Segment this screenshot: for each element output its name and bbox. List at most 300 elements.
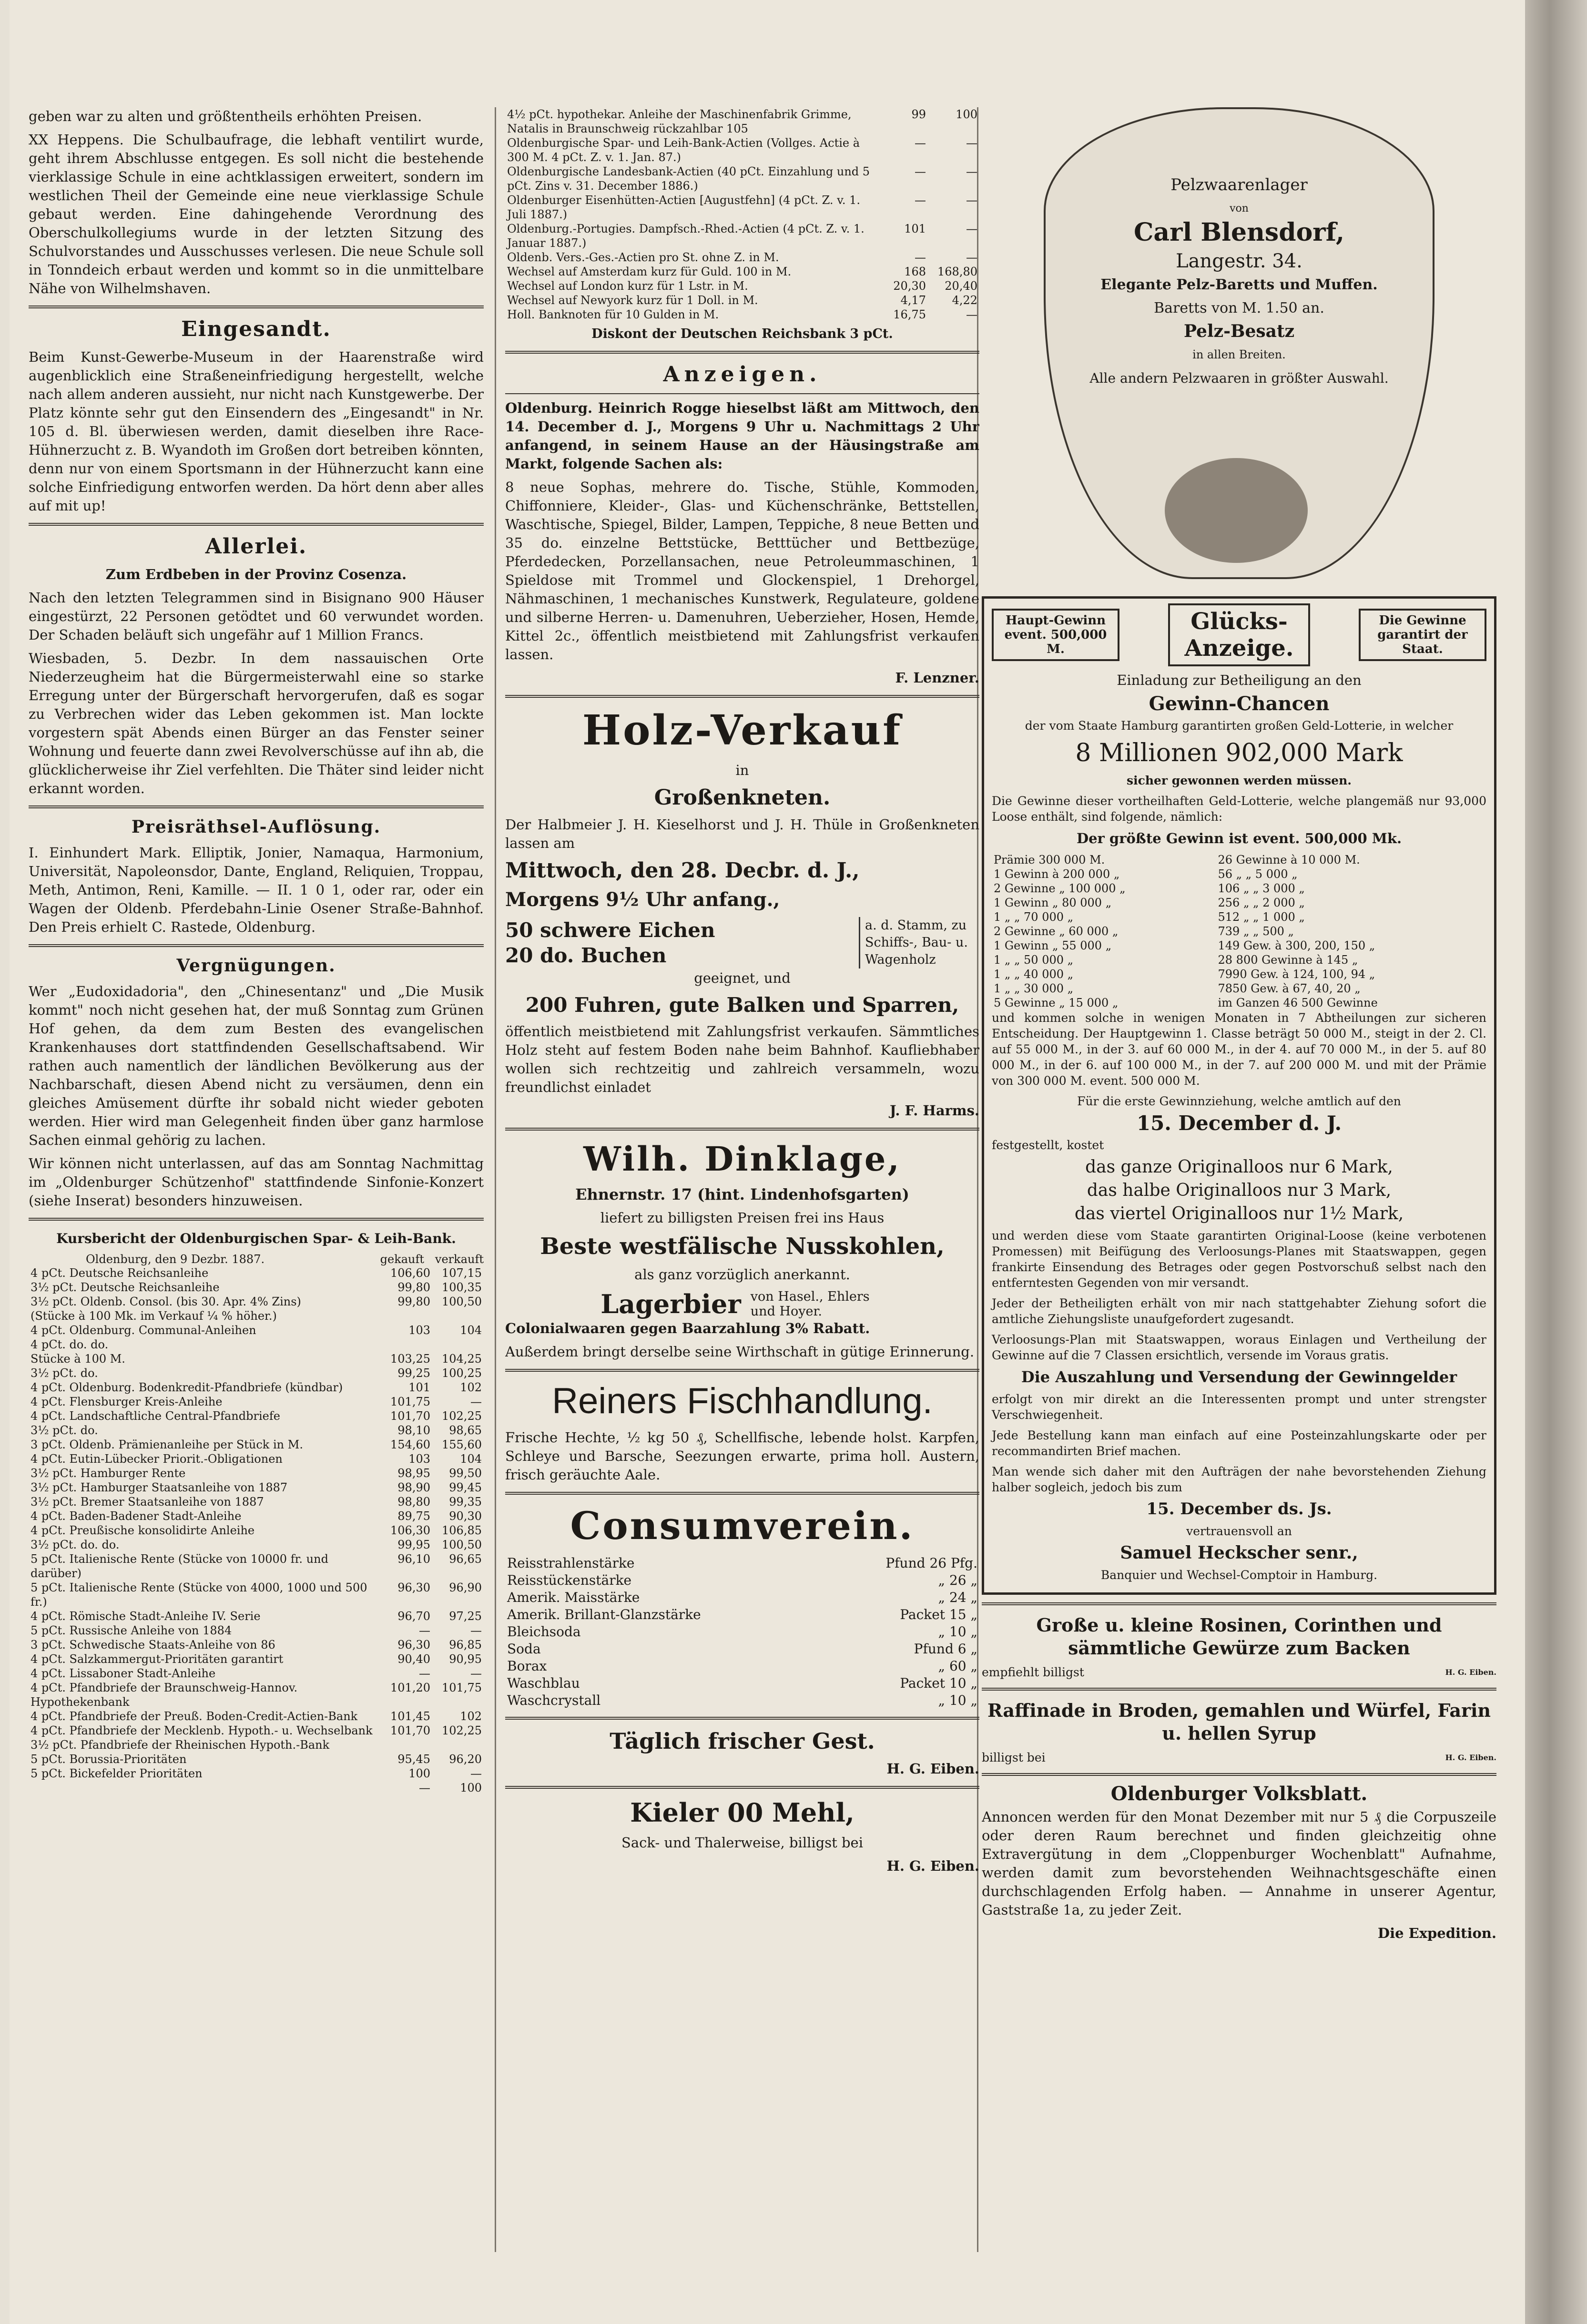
- kurs-row-cell: —: [419, 1781, 430, 1794]
- kurs-row-cell: [432, 1337, 484, 1352]
- kurs-row: [29, 1337, 484, 1352]
- kurs-heading: Kursbericht der Oldenburgischen Spar- & Leih-Bank.: [56, 1231, 456, 1246]
- separator: [29, 306, 484, 308]
- separator: [505, 1128, 979, 1131]
- consum-row-cell: Waschcrystall: [507, 1692, 601, 1708]
- lottery-einladung: Einladung zur Betheiligung an den: [1117, 672, 1362, 688]
- kurs-row: [29, 1781, 484, 1795]
- lottery-title: Glücks-Anzeige.: [1168, 603, 1310, 666]
- consum-row-cell: Waschblau: [507, 1675, 580, 1691]
- kurs-row: [505, 193, 979, 222]
- lottery-para-5: Verloosungs-Plan mit Staatswappen, woraus Einlagen und Vertheilung der Gewinne auf die 7 Classen ersichtlich, versende im Voraus gratis.: [992, 1333, 1486, 1362]
- eiben-raffinade-footer: [982, 1750, 1496, 1765]
- consum-row: [505, 1692, 979, 1709]
- kurs-row: [29, 1266, 484, 1280]
- pelz-title: Pelzwaarenlager: [1170, 175, 1308, 194]
- lottery-para: Die Gewinne dieser vortheilhaften Geld-Lotterie, welche plangemäß nur 93,000 Loose enthält, sind folgende, nämlich:: [992, 794, 1486, 824]
- kurs-row: [29, 1681, 484, 1709]
- kurs-row-cell: Oldenb. Vers.-Ges.-Actien pro St. ohne Z. in M.: [507, 251, 779, 264]
- kurs-row-cell: 96,65: [449, 1552, 482, 1566]
- bear-head-image: [1165, 458, 1308, 563]
- kurs-row-cell: —: [966, 308, 977, 321]
- lottery-vertrauen: vertrauensvoll an: [1186, 1524, 1292, 1538]
- consum-row-cell: Packet 15 „: [900, 1607, 977, 1622]
- kurs-row-cell: 5 pCt. Borussia-Prioritäten: [31, 1753, 187, 1766]
- lottery-festgestellt: festgestellt, kostet: [992, 1138, 1104, 1152]
- kurs-row: [29, 1295, 484, 1309]
- kurs-row-cell: 99,25: [397, 1366, 430, 1380]
- lottery-row: [992, 996, 1486, 1010]
- holz-side: a. d. Stamm, zu Schiffs-, Bau- u. Wagenholz: [859, 917, 979, 968]
- kurs-row: [29, 1466, 484, 1480]
- lottery-ziehung: Für die erste Gewinnziehung, welche amtlich auf den: [1077, 1094, 1401, 1108]
- kurs-row: [29, 1666, 484, 1681]
- kurs-row-cell: 99,50: [449, 1467, 482, 1480]
- kurs-row-cell: —: [915, 194, 926, 207]
- kurs-row-cell: 100,50: [442, 1295, 482, 1308]
- lottery-row-cell: 149 Gew. à 300, 200, 150 „: [1218, 939, 1375, 952]
- eiben-raffinade-small: billigst bei: [982, 1751, 1046, 1764]
- consum-row-cell: Packet 10 „: [900, 1675, 977, 1691]
- kurs-row-cell: 96,70: [397, 1610, 430, 1623]
- kurs-row-cell: 4 pCt. Oldenburg. Bodenkredit-Pfandbriefe (kündbar): [31, 1381, 343, 1394]
- kurs-row-cell: 104: [460, 1452, 482, 1466]
- kurs-row-cell: 3½ pCt. Hamburger Staatsanleihe von 1887: [31, 1481, 288, 1494]
- kurs-row: [29, 1495, 484, 1509]
- consum-row-cell: Amerik. Maisstärke: [507, 1590, 640, 1605]
- kurs-row-cell: 100,35: [442, 1281, 482, 1294]
- kurs-row-cell: Wechsel auf London kurz für 1 Lstr. in M.: [507, 279, 748, 293]
- kurs-row-cell: 103: [408, 1324, 430, 1337]
- lottery-row-cell: 1 Gewinn „ 55 000 „: [994, 939, 1112, 952]
- kurs-row: [29, 1638, 484, 1652]
- kurs-row-cell: 100: [460, 1781, 482, 1794]
- kurs-row-cell: 4,22: [952, 294, 977, 307]
- kurs-row: [29, 1738, 484, 1752]
- kurs-row-cell: 4 pCt. Preußische konsolidirte Anleihe: [31, 1524, 255, 1537]
- pelz-line: Elegante Pelz-Baretts und Muffen.: [1100, 276, 1378, 293]
- diskont-line: Diskont der Deutschen Reichsbank 3 pCt.: [591, 326, 893, 341]
- consum-row: [505, 1658, 979, 1675]
- separator: [982, 1688, 1496, 1691]
- consum-row-cell: „ 60 „: [938, 1658, 977, 1674]
- eiben-rosinen-small: empfiehlt billigst: [982, 1665, 1084, 1679]
- lottery-para-3: und werden diese vom Staate garantirten Original-Loose (keine verbotenen Promessen) mit Beifügung des Verloosungs-Planes mit Staatswappen, gegen frankirte Einsendung des Betrages oder gegen Postvorschuß selbst nach den entferntesten Gegenden von mir versandt.: [992, 1229, 1486, 1290]
- consum-row: [505, 1675, 979, 1692]
- kurs-row-cell: 168: [904, 265, 926, 278]
- lottery-garantie: Die Gewinne garantirt der Staat.: [1359, 609, 1486, 661]
- kurs-row-cell: —: [966, 194, 977, 207]
- separator: [505, 351, 979, 354]
- kurs-row-cell: 99,95: [397, 1538, 430, 1551]
- lottery-row-cell: Prämie 300 000 M.: [994, 853, 1105, 866]
- consum-row-cell: Pfund 6 „: [914, 1641, 977, 1657]
- kurs-row-cell: 4 pCt. Landschaftliche Central-Pfandbriefe: [31, 1409, 280, 1423]
- lottery-row-cell: 1 „ „ 40 000 „: [994, 968, 1074, 981]
- kurs-row: [29, 1766, 484, 1781]
- vergnuegungen-article: Wer „Eudoxidadoria", den „Chinesentanz" und „Die Musik kommt" noch nicht gesehen hat, der muß Sonntag zum Grünen Hof gehen, da dem zum Besten des evangelischen Krankenhauses dort stattfindenden Gesellschaftsabend. Wir rathen auch namentlich der ländlichen Bevölkerung aus der Nachbarschaft, diesen Abend nicht zu versäumen, denn ein gleiches Amüsement dürfte ihr sobald nicht wieder geboten werden. Hier wird man Gelegenheit finden über ganz harmlose Sachen einmal gehörig zu lachen.: [29, 983, 484, 1148]
- consum-pricelist: [505, 1555, 979, 1709]
- kurs-row-cell: 99,35: [449, 1495, 482, 1509]
- kurs-row-cell: 98,95: [397, 1467, 430, 1480]
- kurs-row-cell: 4 pCt. Lissaboner Stadt-Anleihe: [31, 1667, 216, 1680]
- kurs-row-cell: 3½ pCt. Pfandbriefe der Rheinischen Hypoth.-Bank: [31, 1738, 330, 1752]
- kurs-row-cell: 5 pCt. Russische Anleihe von 1884: [31, 1624, 232, 1637]
- allerlei-heading: Allerlei.: [205, 534, 307, 559]
- kurs-row-cell: 100,25: [442, 1366, 482, 1380]
- kurs-row: [29, 1366, 484, 1380]
- kurs-row-cell: 5 pCt. Italienische Rente (Stücke von 10000 fr. und darüber): [31, 1552, 328, 1580]
- kurs-row-cell: 3½ pCt. do.: [31, 1366, 98, 1380]
- lottery-row-cell: 1 „ „ 30 000 „: [994, 982, 1074, 995]
- kurs-row: [29, 1395, 484, 1409]
- kurs-row-cell: 3½ pCt. Bremer Staatsanleihe von 1887: [31, 1495, 264, 1509]
- kurs-row-cell: 106,30: [390, 1524, 430, 1537]
- lottery-row-cell: 1 „ „ 70 000 „: [994, 910, 1074, 924]
- holz-fuhren: 200 Fuhren, gute Balken und Sparren,: [525, 993, 959, 1017]
- kurs-row-cell: 155,60: [442, 1438, 482, 1451]
- kurs-row-cell: Oldenburgische Landesbank-Actien (40 pCt. Einzahlung und 5 pCt. Zins v. 31. December 1886.): [507, 165, 870, 193]
- lottery-row: [992, 938, 1486, 953]
- consum-row-cell: Soda: [507, 1641, 541, 1657]
- kurs-row-cell: Stücke à 100 M.: [31, 1352, 125, 1366]
- holz-buchen: 20 do. Buchen: [505, 944, 667, 967]
- rogge-items: 8 neue Sophas, mehrere do. Tische, Stühle, Kommoden, Chiffonniere, Kleider-, Glas- und Küchenschränke, Bettstellen, Waschtische, Spiegel, Bilder, Lampen, Teppiche, 8 neue Betten und 35 do. einzelne Bettstücke, Betttücher und Bettbezüge, Pferdedecken, Porzellansachen, neue Petroleummaschinen, 1 Spieldose mit Trommel und Glockenspiel, 1 Drehorgel, Nähmaschinen, 1 mechanisches Kunstwerk, Regulateure, goldene und silberne Herren- u. Damenuhren, Ueberzieher, Hosen, Hemde, Kittel 2c., öffentlich meistbietend mit Zahlungsfrist verkaufen lassen.: [505, 479, 979, 663]
- kurs-table: [29, 1266, 484, 1795]
- kurs-row-cell: 4 pCt. Pfandbriefe der Mecklenb. Hypoth.- u. Wechselbank: [31, 1724, 373, 1737]
- kurs-row-cell: 4 pCt. Baden-Badener Stadt-Anleihe: [31, 1509, 242, 1523]
- kurs-row-cell: 3½ pCt. Hamburger Rente: [31, 1467, 186, 1480]
- lottery-row-cell: 739 „ „ 500 „: [1218, 925, 1294, 938]
- kurs-row-cell: 98,10: [397, 1424, 430, 1437]
- rule: [505, 393, 979, 394]
- lottery-row-cell: 1 Gewinn „ 80 000 „: [994, 896, 1112, 909]
- kurs-row-cell: 4 pCt. Pfandbriefe der Preuß. Boden-Credit-Actien-Bank: [31, 1710, 358, 1723]
- kurs-row: [29, 1309, 484, 1323]
- holz-heading: Holz-Verkauf: [582, 706, 903, 754]
- kurs-row-cell: 168,80: [937, 265, 977, 278]
- kurs-row-cell: 99,45: [449, 1481, 482, 1494]
- lottery-row: [992, 910, 1486, 924]
- dinklage-wirth: Außerdem bringt derselbe seine Wirthschaft in gütige Erinnerung.: [505, 1344, 975, 1360]
- kurs-row: [29, 1580, 484, 1609]
- lottery-row-cell: 28 800 Gewinne à 145 „: [1218, 953, 1358, 967]
- kurs-row-cell: —: [470, 1767, 482, 1780]
- kurs-row: [29, 1323, 484, 1337]
- vergnuegungen-article-2: Wir können nicht unterlassen, auf das am Sonntag Nachmittag im „Oldenburger Schützenhof" stattfindende Sinfonie-Konzert (siehe Inserat) besonders hinzuweisen.: [29, 1155, 484, 1209]
- lottery-row-cell: 106 „ „ 3 000 „: [1218, 882, 1305, 895]
- separator: [29, 944, 484, 947]
- kurs-row: [29, 1409, 484, 1423]
- pelz-baretts: Baretts von M. 1.50 an.: [1154, 300, 1324, 316]
- separator: [29, 1218, 484, 1221]
- eiben-rosinen-sign: H. G. Eiben.: [1445, 1668, 1496, 1677]
- lottery-para-6: erfolgt von mir direkt an die Interessenten prompt und unter strengster Verschwiegenheit.: [992, 1392, 1486, 1422]
- rogge-signature: F. Lenzner.: [895, 670, 979, 686]
- kurs-row: [29, 1352, 484, 1366]
- vergnuegungen-heading: Vergnügungen.: [176, 956, 336, 976]
- separator: [29, 523, 484, 526]
- kurs-row-cell: 3½ pCt. do. do.: [31, 1538, 120, 1551]
- kurs-row-cell: 90,95: [449, 1652, 482, 1666]
- dinklage-lager: [505, 1289, 979, 1319]
- kurs-row-cell: [432, 1738, 484, 1752]
- kurs-row-cell: 101,75: [442, 1681, 482, 1694]
- heppens-article: XX Heppens. Die Schulbaufrage, die lebhaft ventilirt wurde, geht ihrem Abschlusse entgegen. Es soll nicht die bestehende vierklassige Schule in eine achtklassigen erweitert, sondern im westlichen Theil der Gemeinde eine neue vierklassige Schule gebaut werden. Eine dahingehende Verordnung des Oberschulkollegiums wurde in der letzten Sitzung des Schulvorstandes und Ausschusses verlesen. Die neue Schule soll in Tonndeich erbaut werden und kommt so in die unmittelbare Nähe von Wilhelmshaven.: [29, 132, 484, 296]
- holz-eichen: 50 schwere Eichen: [505, 918, 715, 942]
- eingesandt-article: Beim Kunst-Gewerbe-Museum in der Haarenstraße wird augenblicklich eine Straßeneinfriedigung hergestellt, welche nach allem anderen aussieht, nur nicht nach Kunstgewerbe. Der Platz könnte sehr gut den Einsendern des „Eingesandt" in Nr. 105 d. Bl. überwiesen werden, damit dieselben ihre Race-Hühnerzucht z. B. Wyandoth im Großen dort betreiben könnten, denn nur von einem Sportsmann in der Hühnerzucht kann eine solche Einfriedigung entworfen werden. Da hört denn aber alles auf mit up!: [29, 349, 484, 514]
- kurs-row-cell: 89,75: [397, 1509, 430, 1523]
- hefe-signature: H. G. Eiben.: [886, 1761, 979, 1777]
- lottery-row: [992, 967, 1486, 981]
- kurs-row-cell: [29, 1781, 381, 1795]
- lottery-date: 15. December d. J.: [1136, 1111, 1342, 1135]
- dinklage-address: Ehnernstr. 17 (hint. Lindenhofsgarten): [575, 1185, 909, 1203]
- volksblatt-signature: Die Expedition.: [1377, 1925, 1496, 1941]
- consum-row: [505, 1555, 979, 1572]
- kurs-row-cell: 107,15: [442, 1266, 482, 1280]
- lottery-table: [992, 853, 1486, 1010]
- kurs-row-cell: 106,60: [390, 1266, 430, 1280]
- kurs-row: [29, 1380, 484, 1395]
- consum-row-cell: Reisstrahlenstärke: [507, 1555, 635, 1571]
- kurs-row-cell: —: [470, 1624, 482, 1637]
- separator: [29, 805, 484, 808]
- column-left: [29, 107, 484, 2262]
- pelz-advert-bearskin: [1044, 107, 1434, 579]
- kurs-row-cell: 104,25: [442, 1352, 482, 1366]
- kurs-row: [29, 1752, 484, 1766]
- holz-lots: [505, 917, 979, 969]
- kurs-row: [505, 265, 979, 279]
- kurs-row-cell: 102,25: [442, 1409, 482, 1423]
- holz-time: Morgens 9½ Uhr anfang.,: [505, 888, 780, 911]
- kurs-row: [505, 164, 979, 193]
- lottery-row-cell: 5 Gewinne „ 15 000 „: [994, 996, 1119, 1009]
- dinklage-heading: Wilh. Dinklage,: [583, 1139, 901, 1179]
- kurs-row-cell: —: [419, 1667, 430, 1680]
- kurs-row-cell: Oldenburger Eisenhütten-Actien [Augustfehn] (4 pCt. Z. v. 1. Juli 1887.): [507, 194, 861, 221]
- column-right: [982, 107, 1496, 2262]
- rogge-intro: Oldenburg. Heinrich Rogge hieselbst läßt am Mittwoch, den 14. December d. J., Morgens 9 Uhr u. Nachmittags 2 Uhr anfangend, in seinem Hause an der Häusingstraße am Markt, folgende Sachen als:: [505, 400, 979, 472]
- pelz-besatz: Pelz-Besatz: [1183, 321, 1295, 341]
- consum-row-cell: Pfund 26 Pfg.: [885, 1555, 977, 1571]
- kurs-row-cell: 102: [460, 1710, 482, 1723]
- kurs-row: [505, 279, 979, 293]
- reiners-heading: Reiners Fischhandlung.: [552, 1381, 933, 1421]
- kurs-col-gekauft: gekauft: [380, 1253, 425, 1266]
- erdbeben-article: Nach den letzten Telegrammen sind in Bisignano 900 Häuser eingestürzt, 22 Personen getödtet und 60 verwundet worden. Der Schaden beläuft sich ungefähr auf 1 Million Francs.: [29, 590, 484, 643]
- kurs-row-cell: —: [966, 251, 977, 264]
- kurs-col-verkauft: verkauft: [435, 1253, 484, 1266]
- kurs-row-cell: 96,90: [449, 1581, 482, 1594]
- kurs-row-cell: 99,80: [397, 1281, 430, 1294]
- kurs-row-cell: 4 pCt. Eutin-Lübecker Priorit.-Obligationen: [31, 1452, 283, 1466]
- lottery-row-cell: 26 Gewinne à 10 000 M.: [1218, 853, 1360, 866]
- lottery-ganze: das ganze Originalloos nur 6 Mark,: [1085, 1157, 1393, 1177]
- kurs-row-cell: 100,50: [442, 1538, 482, 1551]
- kurs-row-cell: 99,80: [397, 1295, 430, 1308]
- kurs-row-cell: 102,25: [442, 1724, 482, 1737]
- kurs-row-cell: [381, 1738, 432, 1752]
- kurs-row-cell: —: [470, 1667, 482, 1680]
- consum-row: [505, 1623, 979, 1641]
- kurs-row-cell: 96,10: [397, 1552, 430, 1566]
- kurs-row-cell: 101: [904, 222, 926, 235]
- kurs-row-cell: 20,30: [893, 279, 926, 293]
- kurs-row: [29, 1509, 484, 1523]
- kurs-row-cell: 4 pCt. Pfandbriefe der Braunschweig-Hannov. Hypothekenbank: [31, 1681, 298, 1709]
- kurs-row-cell: 3 pCt. Schwedische Staats-Anleihe von 86: [31, 1638, 275, 1651]
- kurs-row-cell: 90,40: [397, 1652, 430, 1666]
- kurs-row-cell: 20,40: [945, 279, 977, 293]
- kurs-row: [29, 1652, 484, 1666]
- lottery-auszahlung: Die Auszahlung und Versendung der Gewinngelder: [1021, 1368, 1457, 1386]
- kurs-row-cell: —: [915, 251, 926, 264]
- pelz-address: Langestr. 34.: [1176, 250, 1302, 272]
- lottery-haupt-gewinn: Haupt-Gewinn event. 500,000 M.: [992, 609, 1119, 661]
- consum-row-cell: Borax: [507, 1658, 547, 1674]
- holz-body: öffentlich meistbietend mit Zahlungsfrist verkaufen. Sämmtliches Holz steht auf festem Boden nahe beim Bahnhof. Kaufliebhaber wollen sich rechtzeitig und zahlreich versammeln, wozu freundlichst einladet: [505, 1023, 979, 1095]
- kurs-row: [29, 1280, 484, 1295]
- kurs-row-cell: [381, 1337, 432, 1352]
- lottery-header: [992, 603, 1486, 666]
- lagerbier-side: von Hasel., Ehlers und Hoyer.: [750, 1289, 870, 1319]
- lottery-groesste: Der größte Gewinn ist event. 500,000 Mk.: [1076, 830, 1402, 846]
- kurs-row: [29, 1609, 484, 1623]
- kurs-row: [505, 250, 979, 265]
- separator: [982, 1602, 1496, 1605]
- kurs-row-cell: Wechsel auf Newyork kurz für 1 Doll. in M.: [507, 294, 758, 307]
- separator: [982, 1773, 1496, 1776]
- kurs-row-cell: 96,30: [397, 1581, 430, 1594]
- kurs-row-cell: 99: [911, 108, 926, 121]
- kurs-row-cell: 106,85: [442, 1524, 482, 1537]
- kurs-row-cell: 98,90: [397, 1481, 430, 1494]
- kurs-row-cell: 102: [460, 1381, 482, 1394]
- kurs-row-cell: 103,25: [390, 1352, 430, 1366]
- kurs-row-cell: 100: [408, 1767, 430, 1780]
- lottery-row: [992, 867, 1486, 881]
- pelz-name: Carl Blensdorf,: [1134, 218, 1344, 247]
- kurs-row-cell: 5 pCt. Bickefelder Prioritäten: [31, 1767, 203, 1780]
- kurs-row: [29, 1452, 484, 1466]
- separator: [505, 695, 979, 698]
- consum-row: [505, 1606, 979, 1623]
- consum-row-cell: „ 10 „: [938, 1692, 977, 1708]
- lottery-viertel: das viertel Originalloos nur 1½ Mark,: [1074, 1204, 1404, 1223]
- separator: [505, 1369, 979, 1372]
- raethsel-heading: Preisräthsel-Auflösung.: [131, 817, 381, 837]
- kurs-row: [29, 1437, 484, 1452]
- lagerbier-label: Lagerbier: [600, 1289, 741, 1319]
- lottery-para-7: Jede Bestellung kann man einfach auf eine Posteinzahlungskarte oder per recommandirten Brief machen.: [992, 1428, 1486, 1458]
- kurs-row-cell: 4 pCt. do. do.: [31, 1338, 109, 1351]
- kurs-row-cell: 104: [460, 1324, 482, 1337]
- kurs-row-cell: —: [470, 1395, 482, 1408]
- lottery-description: der vom Staate Hamburg garantirten großen Geld-Lotterie, in welcher: [1025, 719, 1454, 733]
- lottery-chancen: Gewinn-Chancen: [1149, 693, 1330, 715]
- consum-row-cell: Amerik. Brillant-Glanzstärke: [507, 1607, 701, 1622]
- lottery-row: [992, 981, 1486, 996]
- kurs-row-cell: Oldenburg.-Portugies. Dampfsch.-Rhed.-Actien (4 pCt. Z. v. 1. Januar 1887.): [507, 222, 865, 250]
- separator: [505, 1717, 979, 1720]
- kurs-row-cell: 96,30: [397, 1638, 430, 1651]
- holz-date: Mittwoch, den 28. Decbr. d. J.,: [505, 858, 860, 883]
- volksblatt-body: Annoncen werden für den Monat Dezember mit nur 5 ₰ die Corpuszeile oder deren Raum berechnet und finden gleichzeitig ohne Extravergütung in dem „Cloppenburger Wochenblatt" Aufnahme, werden damit zum bevorstehenden Weihnachtsgeschäfte einen durchschlagenden Erfolg haben. — Annahme in unserer Agentur, Gaststraße 1a, zu jeder Zeit.: [982, 1809, 1496, 1918]
- lottery-row-cell: 7990 Gew. à 124, 100, 94 „: [1218, 968, 1375, 981]
- holz-place: Großenkneten.: [654, 785, 831, 810]
- kurs-row-cell: 16,75: [893, 308, 926, 321]
- consum-row-cell: „ 10 „: [938, 1624, 977, 1640]
- consum-row: [505, 1589, 979, 1606]
- eiben-raffinade: Raffinade in Broden, gemahlen und Würfel, Farin u. hellen Syrup: [987, 1700, 1491, 1744]
- kurs-row-cell: 4 pCt. Oldenburg. Communal-Anleihen: [31, 1324, 256, 1337]
- lottery-row-cell: im Ganzen 46 500 Gewinne: [1218, 996, 1378, 1009]
- lottery-row-cell: 7850 Gew. à 67, 40, 20 „: [1218, 982, 1361, 995]
- holz-in: in: [735, 762, 749, 778]
- holz-geeignet: geeignet, und: [694, 970, 791, 986]
- kurs-row-cell: 3½ pCt. Oldenb. Consol. (bis 30. Apr. 4% Zins): [31, 1295, 301, 1308]
- kurs-row-cell: 101: [408, 1381, 430, 1394]
- kurs-row-cell: (Stücke à 100 Mk. im Verkauf ¼ % höher.): [31, 1309, 277, 1323]
- kurs-row-cell: [432, 1309, 484, 1323]
- kurs-row-cell: 95,45: [397, 1753, 430, 1766]
- book-edge: [1525, 0, 1587, 2324]
- column-rule: [495, 107, 496, 2252]
- kurs-row-cell: 96,85: [449, 1638, 482, 1651]
- lottery-date-2: 15. December ds. Js.: [1146, 1499, 1332, 1519]
- consum-row-cell: „ 24 „: [938, 1590, 977, 1605]
- kurs-row-cell: 98,65: [449, 1424, 482, 1437]
- lottery-row-cell: 2 Gewinne „ 60 000 „: [994, 925, 1119, 938]
- consum-row-cell: Reisstückenstärke: [507, 1572, 632, 1588]
- kurs-row-cell: 101,70: [390, 1409, 430, 1423]
- lottery-row-cell: 1 Gewinn à 200 000 „: [994, 867, 1120, 881]
- lottery-row-cell: 256 „ „ 2 000 „: [1218, 896, 1305, 909]
- consum-row: [505, 1572, 979, 1589]
- kurs-row-cell: —: [915, 165, 926, 178]
- kurs-row-cell: 100: [956, 108, 977, 121]
- kieler-line: Sack- und Thalerweise, billigst bei: [621, 1835, 863, 1851]
- kurs-date: Oldenburg, den 9 Dezbr. 1887.: [86, 1253, 265, 1266]
- lottery-row-cell: 512 „ „ 1 000 „: [1218, 910, 1305, 924]
- kieler-signature: H. G. Eiben.: [886, 1858, 979, 1874]
- pelz-breiten: in allen Breiten.: [1192, 348, 1286, 361]
- kurs-row-cell: 154,60: [390, 1438, 430, 1451]
- lottery-name: Samuel Heckscher senr.,: [1120, 1543, 1358, 1563]
- kurs-row-cell: 5 pCt. Italienische Rente (Stücke von 4000, 1000 und 500 fr.): [31, 1581, 367, 1609]
- eiben-rosinen-footer: [982, 1664, 1496, 1680]
- kurs-row-cell: —: [419, 1624, 430, 1637]
- holz-intro: Der Halbmeier J. H. Kieselhorst und J. H. Thüle in Großenkneten lassen am: [505, 816, 979, 851]
- kurs-row-cell: 4½ pCt. hypothekar. Anleihe der Maschinenfabrik Grimme, Natalis in Braunschweig rückzahlbar 105: [507, 108, 852, 135]
- kurs-row-cell: 4 pCt. Salzkammergut-Prioritäten garantirt: [31, 1652, 284, 1666]
- kurs-row-cell: 103: [408, 1452, 430, 1466]
- lottery-para-2: und kommen solche in wenigen Monaten in 7 Abtheilungen zur sicheren Entscheidung. Der Hauptgewinn 1. Classe beträgt 50 000 M., steigt in der 2. Cl. auf 55 000 M., in der 3. auf 60 000 M., in der 4. auf 70 000 M., in der 5. auf 80 000 M., in der 6. auf 100 000 M., in der 7. auf 200 000 M. und mit der Prämie von 300 000 M. event. 500 000 M.: [992, 1011, 1486, 1088]
- kurs-row-cell: —: [915, 136, 926, 150]
- dinklage-line-2: als ganz vorzüglich anerkannt.: [634, 1266, 850, 1283]
- lottery-halbe: das halbe Originalloos nur 3 Mark,: [1087, 1181, 1392, 1200]
- kurs-row: [29, 1552, 484, 1580]
- separator: [505, 1786, 979, 1789]
- eiben-raffinade-sign: H. G. Eiben.: [1445, 1753, 1496, 1762]
- erdbeben-heading: Zum Erdbeben in der Provinz Cosenza.: [105, 566, 407, 582]
- kurs-row-cell: 98,80: [397, 1495, 430, 1509]
- kurs-row-cell: 3 pCt. Oldenb. Prämienanleihe per Stück in M.: [31, 1438, 303, 1451]
- separator: [505, 1492, 979, 1495]
- kurs-row-cell: 96,20: [449, 1753, 482, 1766]
